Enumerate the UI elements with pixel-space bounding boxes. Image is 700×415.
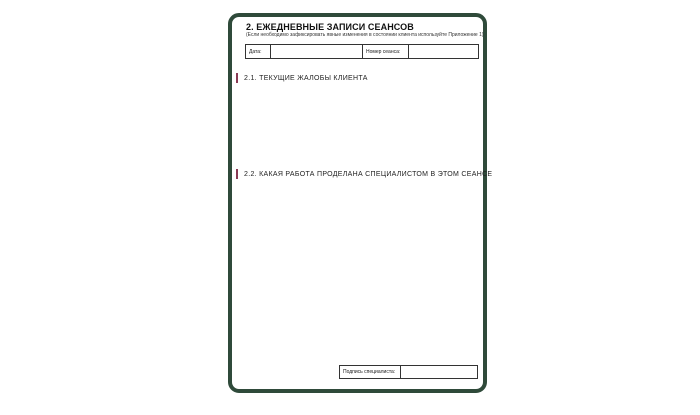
session-number-label: Номер сеанса: bbox=[363, 45, 409, 58]
page-title: 2. ЕЖЕДНЕВНЫЕ ЗАПИСИ СЕАНСОВ bbox=[246, 22, 414, 32]
date-label: Дата: bbox=[246, 45, 271, 58]
section-work-done bbox=[236, 169, 492, 179]
signature-table bbox=[339, 365, 478, 379]
session-info-table bbox=[245, 44, 479, 59]
signature-field[interactable] bbox=[401, 366, 477, 378]
session-number-field[interactable] bbox=[409, 45, 478, 58]
section-marker bbox=[236, 73, 238, 83]
section-current-complaints bbox=[236, 73, 368, 83]
instruction-note: (Если необходимо зафиксировать явные изменения в состоянии клиента используйте Приложение 1) bbox=[246, 32, 484, 38]
section-marker bbox=[236, 169, 238, 179]
signature-label: Подпись специалиста: bbox=[340, 366, 401, 378]
section-heading: 2.2. КАКАЯ РАБОТА ПРОДЕЛАНА СПЕЦИАЛИСТОМ В ЭТОМ СЕАНСЕ bbox=[244, 170, 493, 178]
section-heading: 2.1. ТЕКУЩИЕ ЖАЛОБЫ КЛИЕНТА bbox=[244, 74, 368, 82]
form-page bbox=[228, 13, 493, 393]
date-field[interactable] bbox=[271, 45, 363, 58]
